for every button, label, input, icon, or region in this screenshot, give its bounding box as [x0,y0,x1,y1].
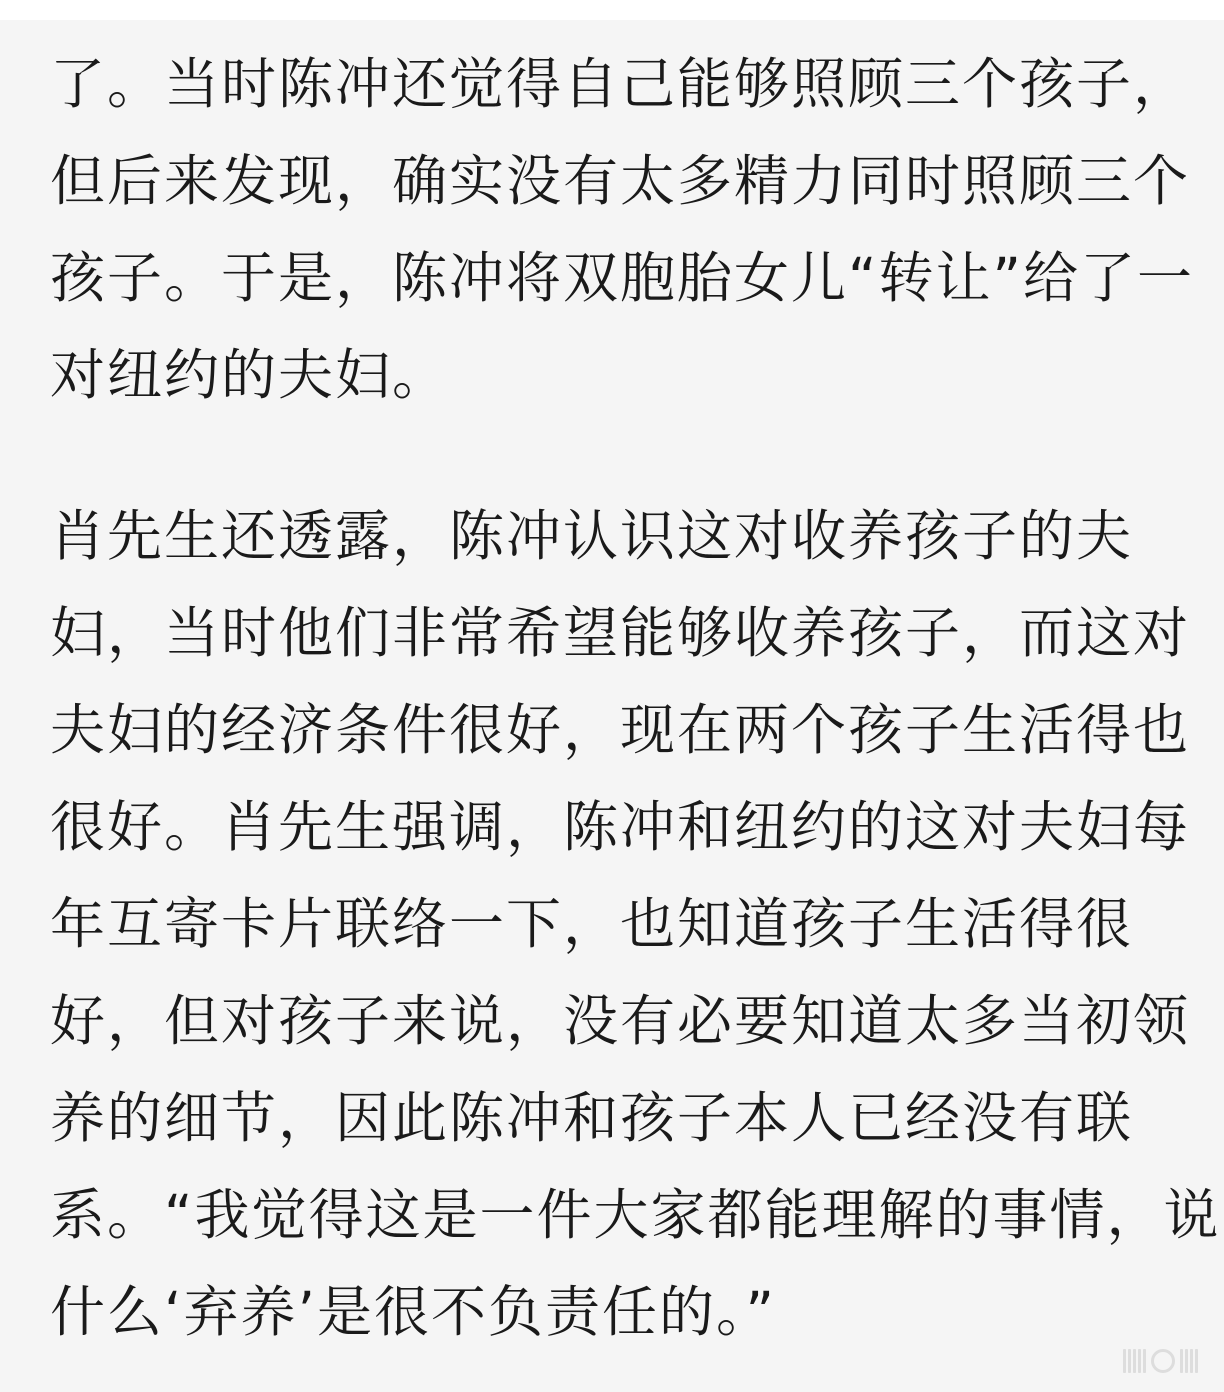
text-line: 妇，当时他们非常希望能够收养孩子，而这对 [50,601,1191,665]
watermark-bar [1133,1349,1136,1373]
paragraph-2 [50,488,1221,1361]
watermark-bar [1138,1349,1141,1373]
text-line: 养的细节，因此陈冲和孩子本人已经没有联 [50,1086,1134,1150]
text-line: 夫妇的经济条件很好，现在两个孩子生活得也 [50,698,1191,762]
text-line: 什么‘弃养’是很不负责任的。” [50,1280,776,1344]
watermark-bar [1195,1349,1198,1373]
paragraph-1 [50,36,1194,424]
text-line: 系。“我觉得这是一件大家都能理解的事情，说 [50,1183,1221,1247]
watermark-logo [1123,1346,1198,1376]
watermark-bar [1123,1349,1126,1373]
text-line: 很好。肖先生强调，陈冲和纽约的这对夫妇每 [50,795,1191,859]
article-body [50,36,1221,1361]
text-line: 但后来发现，确实没有太多精力同时照顾三个 [50,149,1191,213]
watermark-ring [1151,1349,1175,1373]
text-line: 对纽约的夫妇。 [50,343,450,407]
text-line: 肖先生还透露，陈冲认识这对收养孩子的夫 [50,504,1134,568]
top-strip [0,0,1224,20]
watermark-bar [1180,1349,1183,1373]
watermark-bar [1143,1349,1146,1373]
watermark-bar [1190,1349,1193,1373]
watermark-bar [1185,1349,1188,1373]
watermark-bar [1128,1349,1131,1373]
text-line: 了。当时陈冲还觉得自己能够照顾三个孩子， [50,52,1191,116]
text-line: 好，但对孩子来说，没有必要知道太多当初领 [50,989,1191,1053]
text-line: 年互寄卡片联络一下，也知道孩子生活得很 [50,892,1134,956]
text-line: 孩子。于是，陈冲将双胞胎女儿“转让”给了一 [50,246,1194,310]
